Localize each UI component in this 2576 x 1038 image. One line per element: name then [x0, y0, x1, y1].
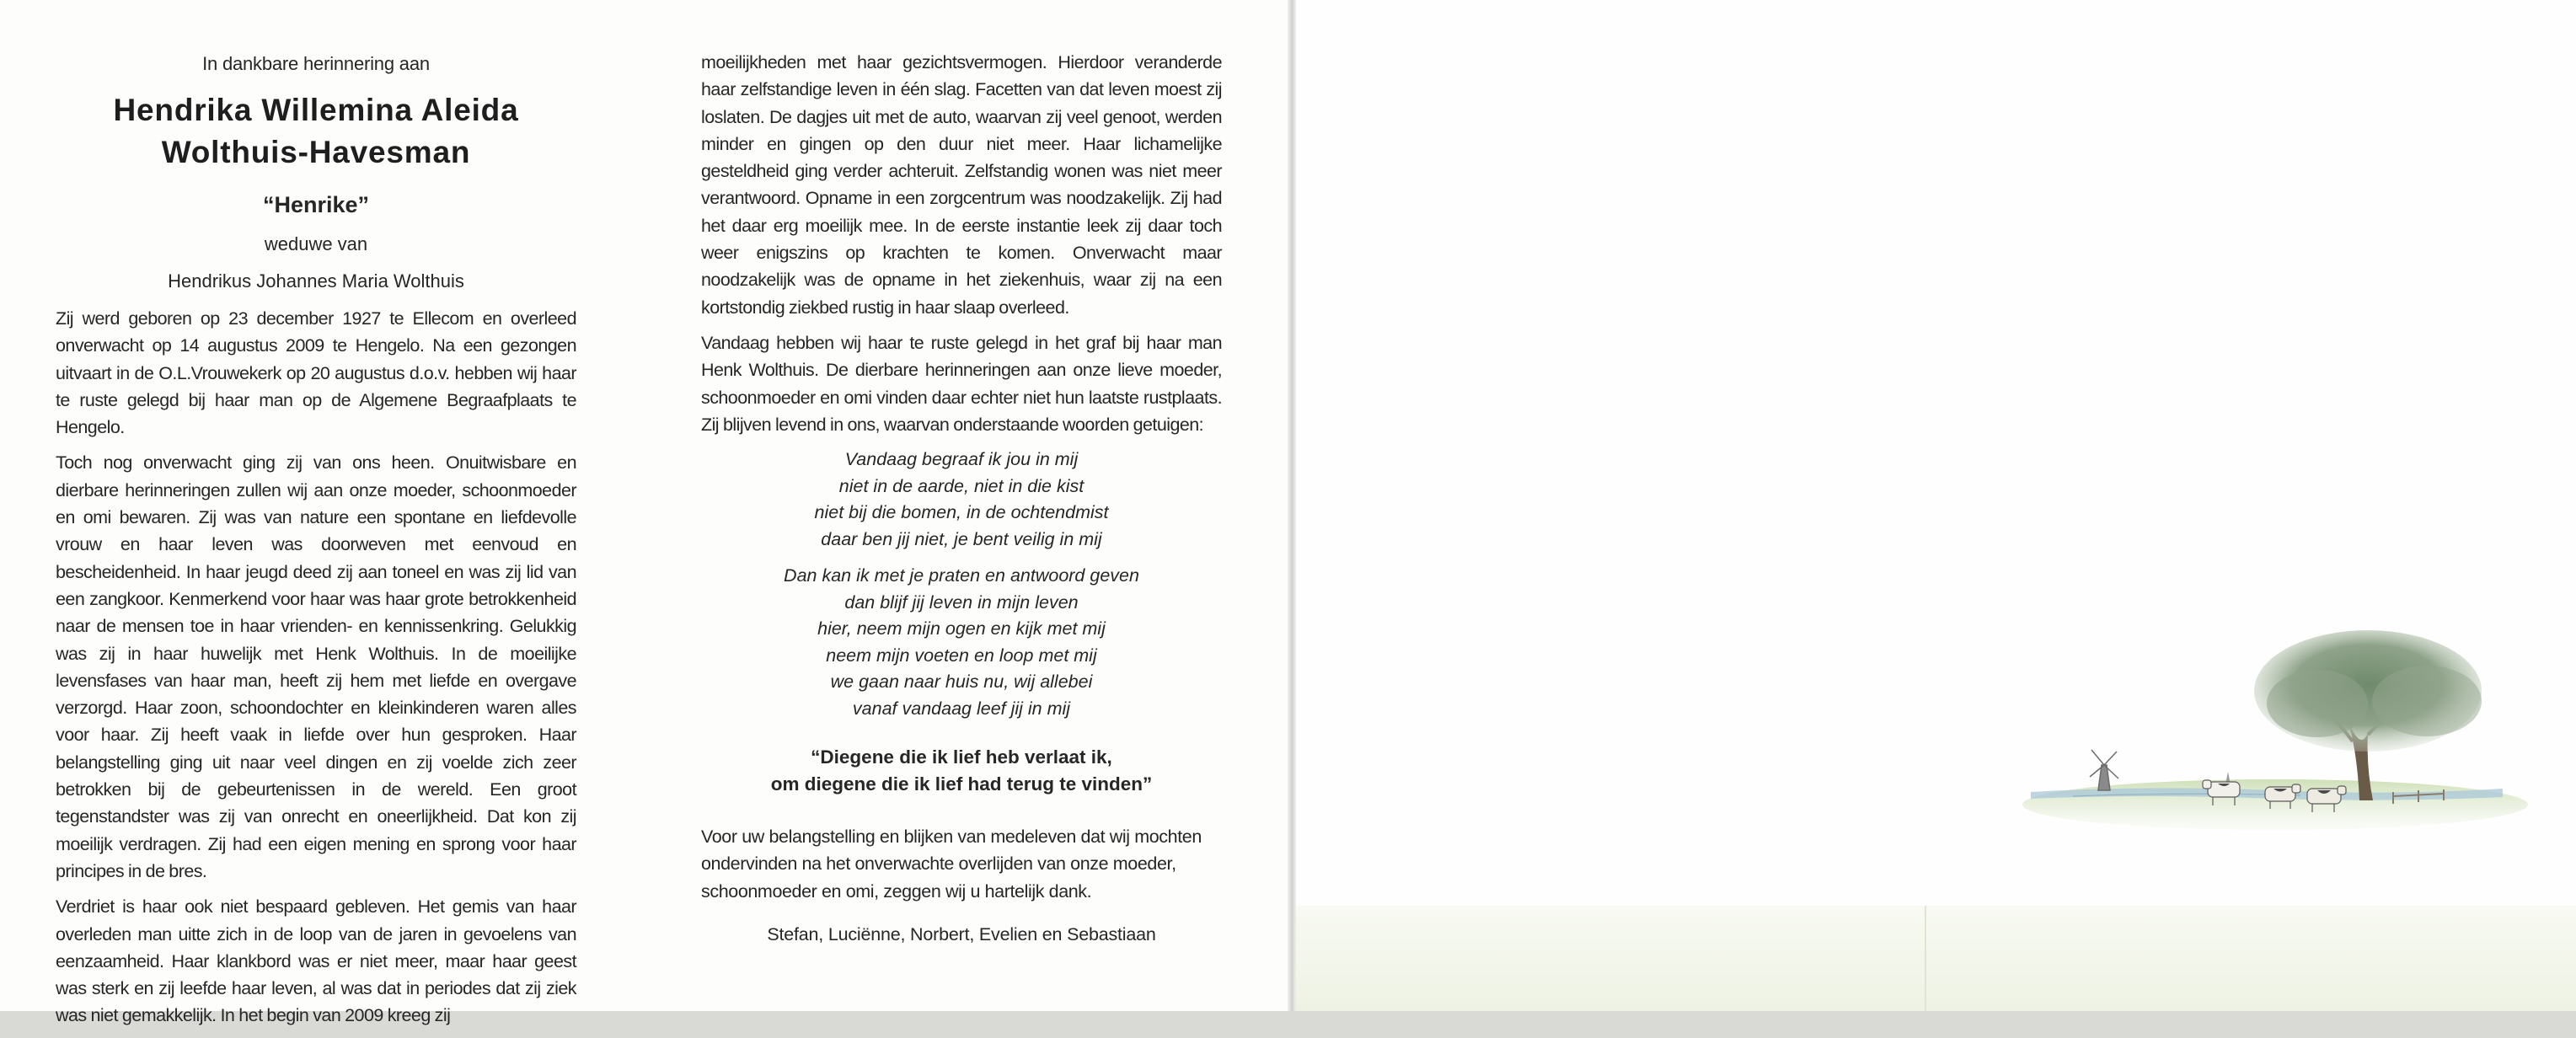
poem-line: we gaan naar huis nu, wij allebei: [830, 671, 1093, 693]
back-cover-bottom-band: [1296, 906, 2576, 1011]
thanks-paragraph: Voor uw belangstelling en blijken van medeleven dat wij mochten ondervinden na het onverwachte overlijden van onze moeder, schoonmoeder en omi, zeggen wij u hartelijk dank.: [701, 827, 1202, 902]
poem-stanza: [701, 447, 1222, 553]
poem-line: hier, neem mijn ogen en kijk met mij: [817, 618, 1106, 639]
intro-line: In dankbare herinnering aan: [202, 53, 430, 74]
deceased-name-line1: Hendrika Willemina Aleida: [113, 93, 519, 127]
card-back-page: [1296, 0, 2576, 1011]
poem-line: niet bij die bomen, in de ochtendmist: [814, 502, 1109, 523]
deceased-name-line2: Wolthuis-Havesman: [161, 135, 471, 169]
obituary-left-column: [56, 49, 576, 1038]
biography-paragraph: Zij werd geboren op 23 december 1927 te Ellecom en overleed onverwacht op 14 augustus 2009 te Hengelo. Na een gezongen uitvaart in de O.L.Vrouwekerk op 20 augustus d.o.v. hebben wij haar te ruste gelegd bij haar man op de Algemene Begraafplaats te Hengelo.: [56, 308, 576, 438]
quote-line: om diegene die ik lief had terug te vinden”: [770, 773, 1153, 795]
poem-stanza: [701, 563, 1222, 722]
back-cover-crease: [1925, 906, 1926, 1011]
family-signature: Stefan, Luciënne, Norbert, Evelien en Sebastiaan: [767, 924, 1156, 945]
biography-paragraph: Verdriet is haar ook niet bespaard gebleven. Het gemis van haar overleden man uitte zich in de loop van de jaren in gevoelens van eenzaamheid. Haar klankbord was er niet meer, maar haar geest was sterk en zij leefde haar leven, al was dat in periodes dat zij ziek was niet gemakkelijk. In het begin van 2009 kreeg zij: [56, 896, 576, 1026]
poem-line: neem mijn voeten en loop met mij: [826, 645, 1097, 666]
quote-line: “Diegene die ik lief heb verlaat ik,: [811, 746, 1112, 768]
biography-paragraph: Toch nog onverwacht ging zij van ons heen. Onuitwisbare en dierbare herinneringen zullen wij aan onze moeder, schoonmoeder en omi bewaren. Zij was van nature een spontane en liefdevolle vrouw en haar leven was doorweven met eenvoud en bescheidenheid. In haar jeugd deed zij aan toneel en was zij lid van een zangkoor. Kenmerkend voor haar was haar grote betrokkenheid naar de mensen toe in haar vrienden- en kennissenkring. Gelukkig was zij in haar huwelijk met Henk Wolthuis. In de moeilijke levensfases van haar man, heeft zij hem met liefde en overgave verzorgd. Haar zoon, schoondochter en kleinkinderen waren alles voor haar. Zij heeft vaak in liefde over hun gesproken. Haar belangstelling ging uit naar veel dingen en zij voelde zich zeer betrokken bij de gebeurtenissen in de wereld. Een groot tegenstandster was zij van onrecht en oneerlijkheid. Dat kon zij moeilijk verdragen. Zij had een eigen mening en sprong voor haar principes in de bres.: [56, 452, 576, 881]
poem-line: Dan kan ik met je praten en antwoord geven: [784, 565, 1139, 586]
nickname: “Henrike”: [262, 192, 370, 217]
poem-line: niet in de aarde, niet in die kist: [838, 475, 1084, 496]
poem-line: dan blijf jij leven in mijn leven: [844, 591, 1079, 613]
widow-label: weduwe van: [264, 233, 368, 254]
obituary-right-column: [701, 49, 1222, 947]
poem: [701, 447, 1222, 722]
poem-line: vanaf vandaag leef jij in mij: [852, 698, 1071, 719]
closing-quote: [701, 744, 1222, 798]
husband-name: Hendrikus Johannes Maria Wolthuis: [168, 270, 464, 292]
poem-line: Vandaag begraaf ik jou in mij: [844, 449, 1079, 470]
poem-line: daar ben jij niet, je bent veilig in mij: [821, 528, 1102, 549]
landscape-tree-cows-windmill-illustration: [1997, 623, 2528, 851]
windmill-icon: [2090, 750, 2118, 790]
biography-paragraph: moeilijkheden met haar gezichtsvermogen. Hierdoor veranderde haar zelfstandige leven in één slag. Facetten van dat leven moest zij loslaten. De dagjes uit met de auto, waarvan zij veel genoot, werden minder en gingen op den duur niet meer. Haar lichamelijke gesteldheid ging verder achteruit. Zelfstandig wonen was niet meer verantwoord. Opname in een zorgcentrum was noodzakelijk. Zij had het daar erg moeilijk mee. In de eerste instantie leek zij daar toch weer enigszins op krachten te komen. Onverwacht maar noodzakelijk was de opname in het ziekenhuis, waar zij na een kortstondig ziekbed rustig in haar slaap overleed.: [701, 52, 1222, 318]
biography-paragraph: Vandaag hebben wij haar te ruste gelegd in het graf bij haar man Henk Wolthuis. De dierbare herinneringen aan onze lieve moeder, schoonmoeder en omi vinden daar echter niet hun laatste rustplaats. Zij blijven levend in ons, waarvan onderstaande woorden getuigen:: [701, 332, 1222, 435]
